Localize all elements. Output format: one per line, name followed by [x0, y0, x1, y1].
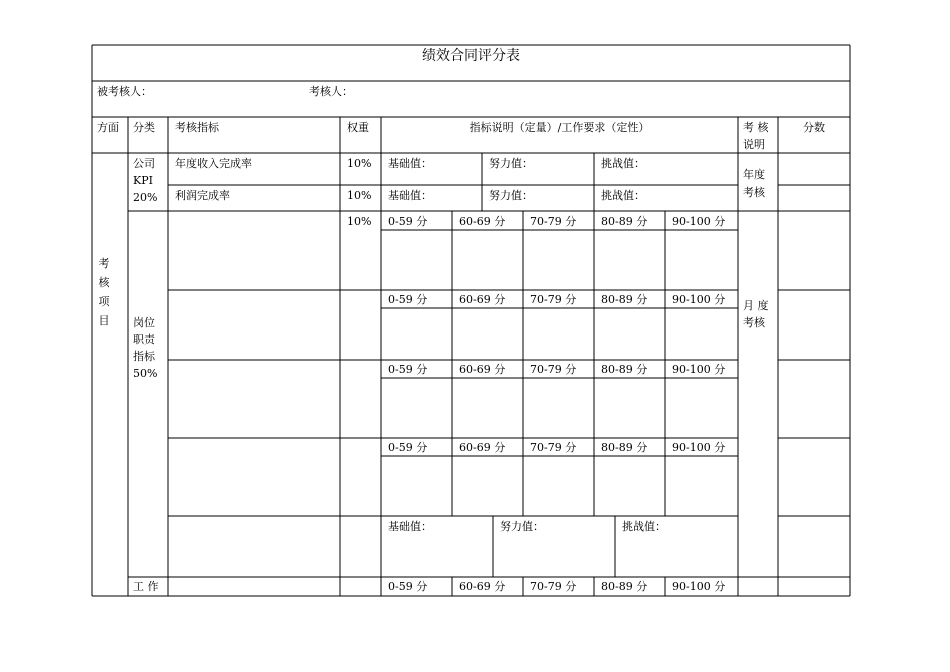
kpi-row-2-indicator: 利润完成率 [175, 189, 230, 202]
score-range-60-69: 60-69 分 [459, 293, 506, 306]
score-range-70-79: 70-79 分 [530, 441, 577, 454]
header-description: 指标说明（定量）/工作要求（定性） [469, 121, 650, 134]
kpi-row-2-weight: 10% [347, 189, 372, 202]
header-score: 分数 [803, 121, 825, 134]
header-weight: 权重 [347, 121, 369, 134]
job-target-effort: 努力值： [500, 520, 544, 533]
header-aspect: 方面 [97, 121, 119, 134]
kpi-row-2-effort: 努力值： [489, 189, 533, 202]
kpi-row-1-challenge: 挑战值： [601, 157, 645, 170]
score-range-90-100: 90-100 分 [672, 363, 726, 376]
header-category: 分类 [133, 121, 155, 134]
job-target-challenge: 挑战值： [622, 520, 666, 533]
header-appraisal-note-2: 说明 [743, 138, 765, 151]
score-range-0-59: 0-59 分 [388, 215, 428, 228]
header-indicator: 考核指标 [175, 121, 219, 134]
kpi-category-line3: 20% [133, 191, 158, 204]
score-range-0-59: 0-59 分 [388, 363, 428, 376]
score-range-80-89: 80-89 分 [601, 215, 648, 228]
kpi-row-2-base: 基础值： [388, 189, 432, 202]
kpi-row-1-indicator: 年度收入完成率 [175, 157, 252, 170]
score-range-60-69: 60-69 分 [459, 215, 506, 228]
kpi-appraisal-note-2: 考核 [743, 186, 765, 199]
kpi-row-1-effort: 努力值： [489, 157, 533, 170]
score-range-60-69: 60-69 分 [459, 580, 506, 593]
job-category-line1: 岗位 [133, 316, 155, 329]
score-range-80-89: 80-89 分 [601, 580, 648, 593]
score-range-90-100: 90-100 分 [672, 441, 726, 454]
score-range-70-79: 70-79 分 [530, 363, 577, 376]
score-range-70-79: 70-79 分 [530, 293, 577, 306]
score-range-70-79: 70-79 分 [530, 580, 577, 593]
job-category-line3: 指标 [133, 350, 155, 363]
kpi-row-2-challenge: 挑战值： [601, 189, 645, 202]
score-range-90-100: 90-100 分 [672, 580, 726, 593]
score-range-60-69: 60-69 分 [459, 363, 506, 376]
job-appraisal-note-1: 月 度 [743, 299, 769, 312]
job-target-base: 基础值： [388, 520, 432, 533]
score-range-60-69: 60-69 分 [459, 441, 506, 454]
job-row-1-weight: 10% [347, 215, 372, 228]
score-range-0-59: 0-59 分 [388, 441, 428, 454]
score-range-90-100: 90-100 分 [672, 215, 726, 228]
kpi-row-1-base: 基础值： [388, 157, 432, 170]
job-appraisal-note-2: 考核 [743, 316, 765, 329]
job-category-line2: 职责 [133, 333, 155, 346]
score-range-0-59: 0-59 分 [388, 580, 428, 593]
appraisee-label: 被考核人： [97, 85, 152, 98]
kpi-category-line1: 公司 [133, 157, 155, 170]
kpi-row-1-weight: 10% [347, 157, 372, 170]
score-range-0-59: 0-59 分 [388, 293, 428, 306]
job-category-line4: 50% [133, 367, 158, 380]
header-appraisal-note-1: 考 核 [743, 121, 769, 134]
score-range-90-100: 90-100 分 [672, 293, 726, 306]
work-category-label: 工 作 [133, 580, 159, 593]
score-range-70-79: 70-79 分 [530, 215, 577, 228]
kpi-category-line2: KPI [133, 174, 153, 187]
aspect-label: 考核项目 [98, 257, 110, 327]
score-range-80-89: 80-89 分 [601, 363, 648, 376]
appraiser-label: 考核人： [309, 85, 353, 98]
score-range-80-89: 80-89 分 [601, 441, 648, 454]
form-title: 绩效合同评分表 [422, 48, 520, 64]
score-range-80-89: 80-89 分 [601, 293, 648, 306]
kpi-appraisal-note-1: 年度 [743, 168, 765, 181]
